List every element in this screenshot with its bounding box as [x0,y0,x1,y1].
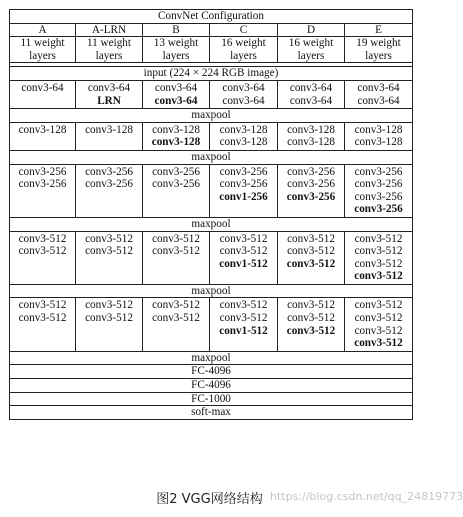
layer-label: conv3-64 [21,81,64,94]
figure-caption: 图2 VGG网络结构 [156,492,263,507]
layer-label: conv3-256 [219,178,268,191]
layer-label: conv3-512 [85,312,133,325]
layer-label: conv3-512 [18,312,67,325]
layer-label: conv3-512 [85,299,133,312]
layer-label: conv3-512 [219,299,268,312]
layer-label: conv3-512 [85,232,133,245]
layer-label: conv3-512 [18,232,67,245]
maxpool-row: maxpool [10,109,413,123]
layer-cell-d [278,80,345,108]
input-row: input (224 × 224 RGB image) [10,67,413,81]
layer-label: conv3-128 [219,136,268,149]
layer-label: conv3-256 [354,178,403,191]
layer-label: conv3-64 [154,94,198,107]
layer-label: conv3-512 [287,299,335,312]
layer-label: conv3-128 [354,136,403,149]
column-header-d: D [278,23,345,37]
layer-cell-b [143,231,210,284]
layer-label: conv1-512 [219,257,268,270]
layer-cell-d [278,164,345,217]
layer-cell-a [10,164,76,217]
layer-label: conv3-256 [85,178,133,191]
layer-label: conv3-512 [152,312,200,325]
layer-block-row [10,164,413,217]
layer-label: conv3-128 [18,123,67,136]
maxpool-row: maxpool [10,284,413,298]
watermark: https://blog.csdn.net/qq_24819773 [270,490,463,503]
layer-cell-c [210,80,278,108]
layer-label: conv3-512 [354,245,403,258]
layer-label: conv3-128 [151,136,201,149]
maxpool-row: maxpool [10,351,413,365]
layer-label: conv3-512 [354,270,403,283]
layer-label: conv3-512 [152,245,200,258]
layer-cell-e [345,298,413,351]
layer-label: conv3-64 [154,81,198,94]
layer-cell-a-lrn [76,231,143,284]
column-header-a: A [10,23,76,37]
layer-label: conv3-64 [289,81,333,94]
layer-label: conv3-512 [219,245,268,258]
layer-cell-a [10,122,76,150]
table-title: ConvNet Configuration [10,10,413,24]
column-header-a-lrn: A-LRN [76,23,143,37]
layer-cell-a-lrn [76,164,143,217]
tail-layer-row: FC-1000 [10,392,413,406]
layer-label: conv3-512 [219,232,268,245]
layer-cell-c [210,122,278,150]
layer-cell-a [10,231,76,284]
layer-label: conv3-256 [219,165,268,178]
layer-label: conv3-512 [354,299,403,312]
layer-label: conv3-512 [152,232,200,245]
layer-cell-a [10,80,76,108]
layer-label: conv3-256 [152,178,200,191]
layer-label: conv3-256 [18,165,67,178]
layer-cell-d [278,298,345,351]
layer-cell-e [345,164,413,217]
layer-label: conv3-128 [219,123,268,136]
column-header-e: E [345,23,413,37]
layer-cell-a [10,298,76,351]
layer-block-row [10,298,413,351]
layer-label: conv3-512 [219,312,268,325]
layer-cell-a-lrn [76,122,143,150]
layer-cell-a-lrn [76,80,143,108]
layer-label: conv3-512 [354,257,403,270]
convnet-configuration-table [9,9,413,420]
layer-label: conv3-256 [354,190,403,203]
layer-label: conv3-256 [286,190,336,203]
tail-layer-row: FC-4096 [10,379,413,393]
layer-cell-e [345,80,413,108]
layer-label: conv3-128 [152,123,200,136]
layer-label: conv3-64 [289,94,333,107]
layer-cell-b [143,164,210,217]
column-header-c: C [210,23,278,37]
layer-label: conv3-512 [354,232,403,245]
layer-label: conv3-64 [87,81,131,94]
column-header-b: B [143,23,210,37]
layer-cell-d [278,122,345,150]
layer-label: conv3-512 [354,312,403,325]
layer-cell-e [345,122,413,150]
layer-label: conv3-128 [287,123,335,136]
layer-cell-b [143,122,210,150]
layer-label: conv3-256 [18,178,67,191]
layer-block-row [10,80,413,108]
layer-label: conv3-64 [222,81,265,94]
layer-cell-d [278,231,345,284]
column-desc-a-lrn: 11 weight layers [76,37,143,63]
layer-label: conv3-512 [152,299,200,312]
column-desc-c: 16 weight layers [210,37,278,63]
layer-cell-b [143,298,210,351]
column-desc-b: 13 weight layers [143,37,210,63]
layer-label: LRN [97,94,121,107]
layer-cell-c [210,298,278,351]
layer-label: conv3-512 [354,324,403,337]
layer-label: conv3-512 [18,245,67,258]
layer-label: conv3-512 [354,337,403,350]
maxpool-row: maxpool [10,150,413,164]
layer-label: conv3-512 [287,245,335,258]
layer-label: conv1-512 [219,324,268,337]
layer-label: conv3-128 [85,123,133,136]
layer-label: conv3-256 [152,165,200,178]
layer-label: conv3-256 [354,165,403,178]
layer-label: conv3-64 [357,94,400,107]
tail-layer-row: soft-max [10,406,413,420]
layer-label: conv3-64 [357,81,400,94]
maxpool-row: maxpool [10,217,413,231]
layer-label: conv3-512 [85,245,133,258]
layer-label: conv3-512 [286,324,336,337]
layer-label: conv3-128 [287,136,335,149]
layer-label: conv3-512 [286,257,336,270]
layer-label: conv3-256 [287,165,335,178]
layer-cell-c [210,231,278,284]
layer-cell-a-lrn [76,298,143,351]
column-desc-e: 19 weight layers [345,37,413,63]
tail-layer-row: FC-4096 [10,365,413,379]
column-desc-a: 11 weight layers [10,37,76,63]
layer-cell-e [345,231,413,284]
layer-label: conv3-256 [354,203,403,216]
layer-cell-b [143,80,210,108]
layer-label: conv3-64 [222,94,265,107]
layer-label: conv3-256 [287,178,335,191]
layer-label: conv3-128 [354,123,403,136]
layer-block-row [10,122,413,150]
layer-label: conv3-512 [287,232,335,245]
layer-label: conv1-256 [219,190,268,203]
layer-label: conv3-512 [18,299,67,312]
layer-block-row [10,231,413,284]
layer-label: conv3-512 [287,312,335,325]
column-desc-d: 16 weight layers [278,37,345,63]
layer-cell-c [210,164,278,217]
layer-label: conv3-256 [85,165,133,178]
